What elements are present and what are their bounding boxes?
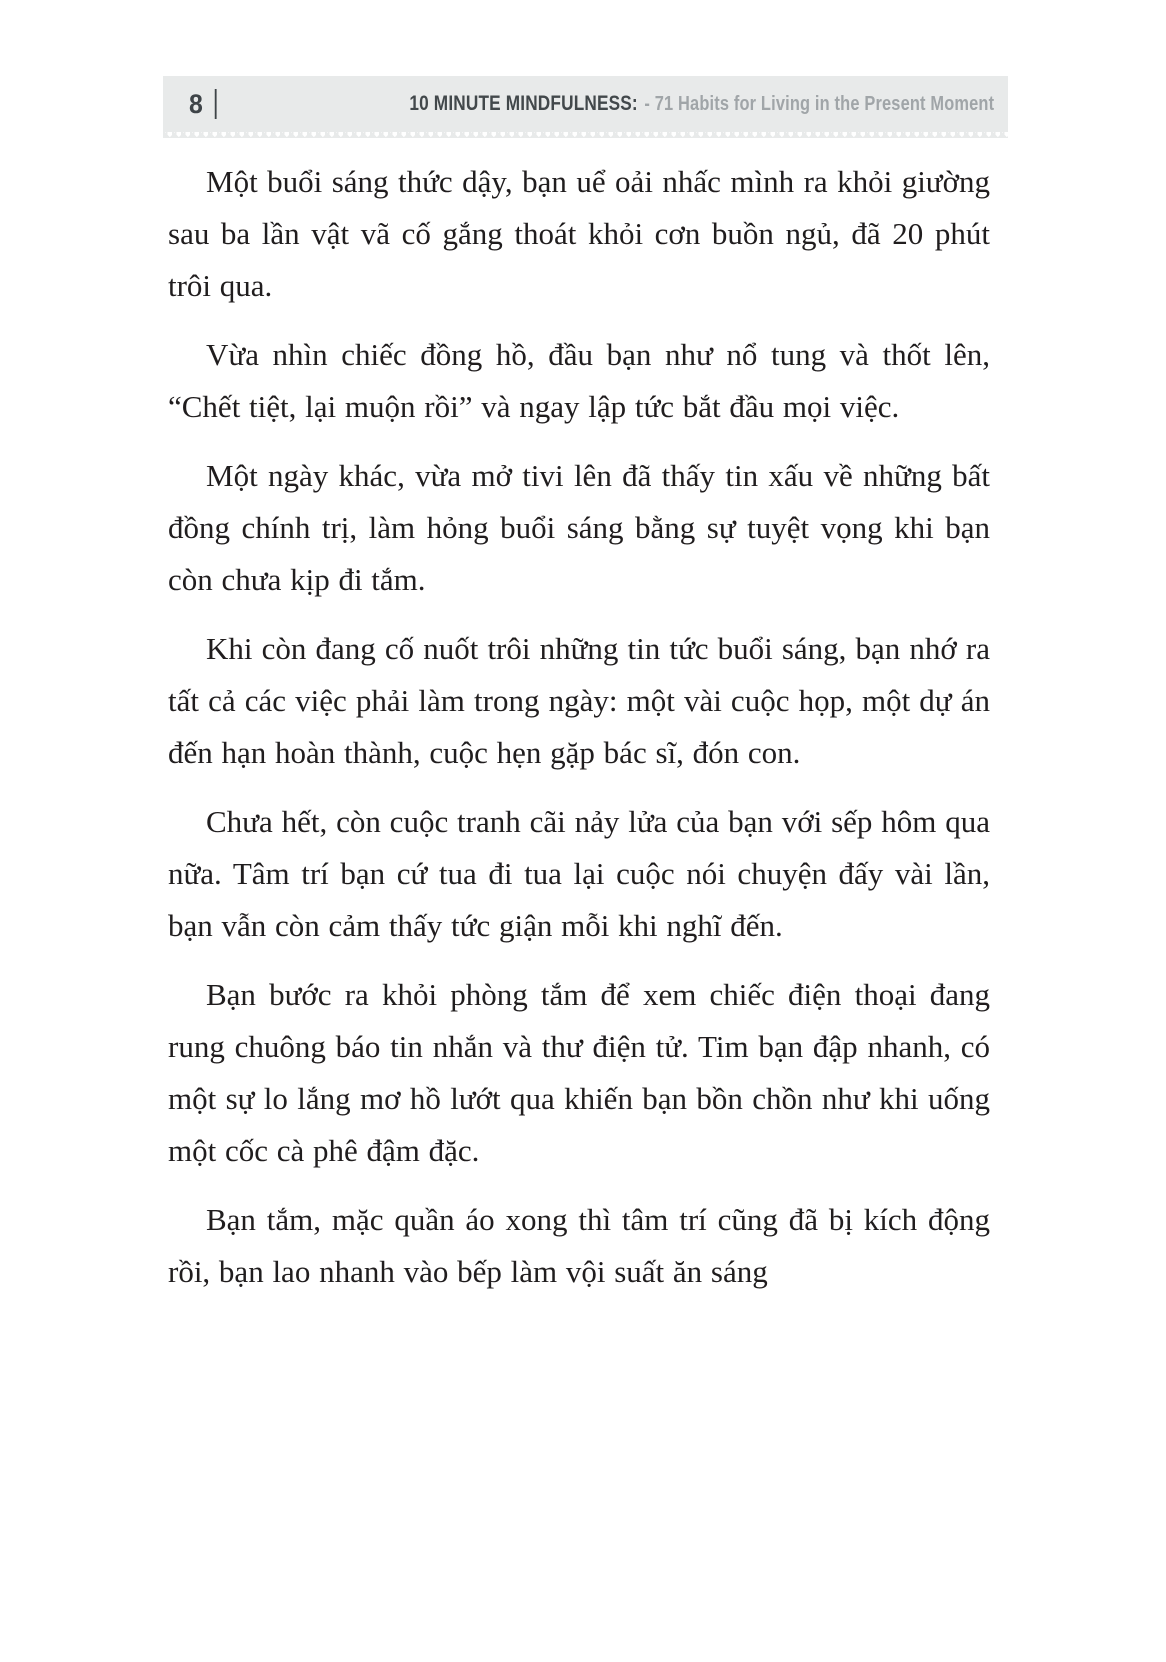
paragraph: Một ngày khác, vừa mở tivi lên đã thấy tin xấu về những bất đồng chính trị, làm hỏng buổi sáng bằng sự tuyệt vọng khi bạn còn chưa kịp đi tắm.	[168, 458, 990, 597]
book-subtitle: - 71 Habits for Living in the Present Moment	[644, 93, 994, 115]
paragraph: Bạn bước ra khỏi phòng tắm để xem chiếc điện thoại đang rung chuông báo tin nhắn và thư điện tử. Tim bạn đập nhanh, có một sự lo lắng mơ hồ lướt qua khiến bạn bồn chồn như khi uống một cốc cà phê đậm đặc.	[168, 977, 990, 1168]
header-divider	[215, 89, 217, 119]
paragraph: Vừa nhìn chiếc đồng hồ, đầu bạn như nổ tung và thốt lên, “Chết tiệt, lại muộn rồi” và ngay lập tức bắt đầu mọi việc.	[168, 337, 990, 424]
header-running-title	[409, 92, 994, 116]
paragraph: Một buổi sáng thức dậy, bạn uể oải nhấc mình ra khỏi giường sau ba lần vật vã cố gắng thoát khỏi cơn buồn ngủ, đã 20 phút trôi qua.	[168, 164, 990, 303]
page-header	[163, 76, 1008, 132]
page-number: 8	[189, 88, 203, 119]
book-title: 10 MINUTE MINDFULNESS:	[409, 92, 638, 115]
paragraph: Khi còn đang cố nuốt trôi những tin tức buổi sáng, bạn nhớ ra tất cả các việc phải làm trong ngày: một vài cuộc họp, một dự án đến hạn hoàn thành, cuộc hẹn gặp bác sĩ, đón con.	[168, 631, 990, 770]
paragraph: Bạn tắm, mặc quần áo xong thì tâm trí cũng đã bị kích động rồi, bạn lao nhanh vào bếp làm vội suất ăn sáng	[168, 1202, 990, 1289]
body-text	[168, 156, 990, 1315]
paragraph: Chưa hết, còn cuộc tranh cãi nảy lửa của bạn với sếp hôm qua nữa. Tâm trí bạn cứ tua đi tua lại cuộc nói chuyện đấy vài lần, bạn vẫn còn cảm thấy tức giận mỗi khi nghĩ đến.	[168, 804, 990, 943]
header-left	[189, 89, 217, 119]
